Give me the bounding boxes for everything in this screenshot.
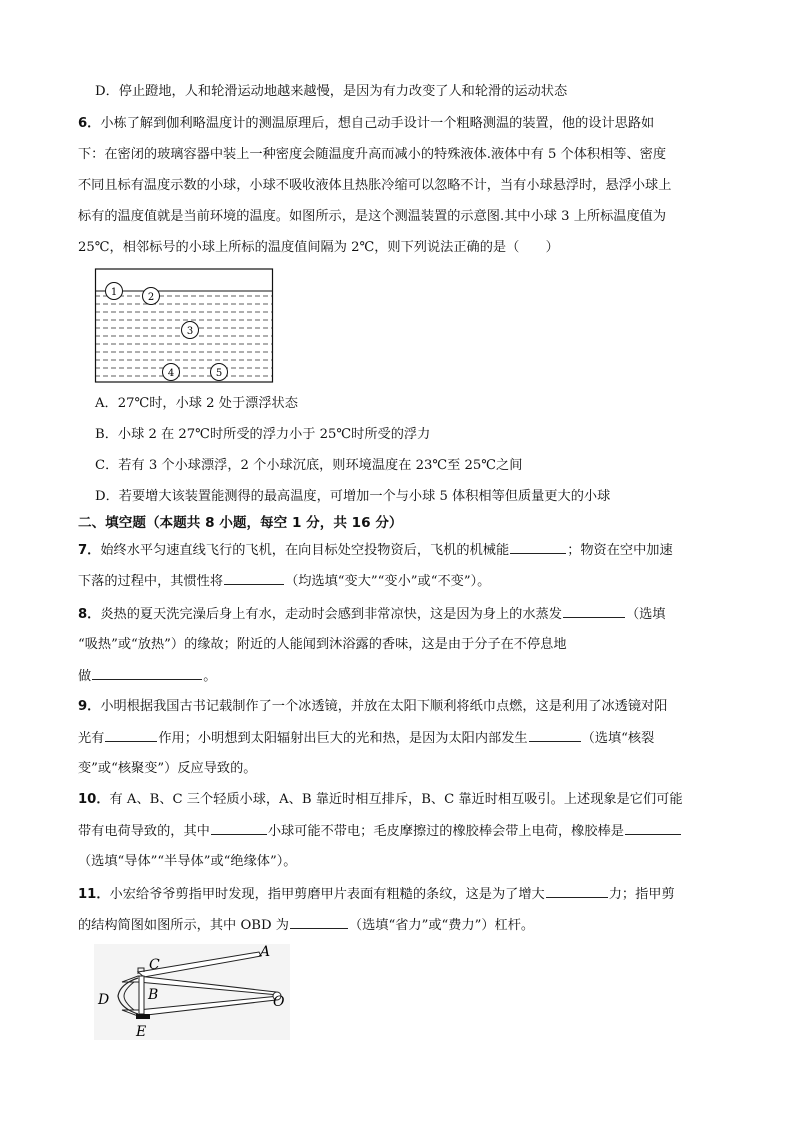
label-e: E bbox=[136, 1024, 147, 1040]
q11-blank-2[interactable] bbox=[290, 915, 348, 929]
q6-option-b: B．小球 2 在 27℃时所受的浮力小于 25℃时所受的浮力 bbox=[95, 427, 431, 442]
q6-stem-5: 25℃，相邻标号的小球上所标的温度值间隔为 2℃，则下列说法正确的是（ ） bbox=[78, 240, 559, 255]
ball-1-label: 1 bbox=[110, 287, 118, 298]
ball-5 bbox=[211, 364, 228, 381]
q6-option-c: C．若有 3 个小球漂浮，2 个小球沉底，则环境温度在 23℃至 25℃之间 bbox=[95, 458, 523, 473]
q8-blank-2[interactable] bbox=[92, 666, 202, 680]
q6-number: 6． bbox=[78, 116, 101, 131]
q10-line-3: （选填“导体”“半导体”或“绝缘体”）。 bbox=[78, 854, 297, 869]
q7-line-2 bbox=[78, 571, 490, 592]
q10-text-2a: 带有电荷导致的，其中 bbox=[78, 824, 210, 839]
q11-text-2b: （选填“省力”或“费力”）杠杆。 bbox=[348, 918, 535, 933]
q8-text-1a: 炎热的夏天洗完澡后身上有水，走动时会感到非常凉快，这是因为身上的水蒸发 bbox=[100, 607, 562, 622]
ball-2-label: 2 bbox=[147, 292, 155, 303]
q6-stem-2: 下：在密闭的玻璃容器中装上一种密度会随温度升高而减小的特殊液体.液体中有 5 个体积相等、密度 bbox=[78, 147, 667, 162]
q8-line-3 bbox=[78, 666, 216, 687]
q8-number: 8． bbox=[78, 607, 101, 622]
label-o: O bbox=[273, 994, 285, 1010]
q10-text-2b: 小球可能不带电；毛皮摩擦过的橡胶棒会带上电荷，橡胶棒是 bbox=[267, 824, 624, 839]
q8-line-2: “吸热”或“放热”）的缘故；附近的人能闻到沐浴露的香味，这是由于分子在不停息地 bbox=[78, 637, 567, 652]
q8-text-3b: 。 bbox=[203, 669, 217, 684]
ball-4 bbox=[163, 364, 180, 381]
q9-text-1: 小明根据我国古书记载制作了一个冰透镜，并放在太阳下顺利将纸巾点燃，这是利用了冰透镜对阳 bbox=[100, 699, 668, 714]
q11-line-2 bbox=[78, 915, 534, 936]
ball-3-label: 3 bbox=[186, 326, 194, 337]
q11-text-1a: 小宏给爷爷剪指甲时发现，指甲剪磨甲片表面有粗糙的条纹，这是为了增大 bbox=[109, 887, 545, 902]
ball-1 bbox=[106, 283, 123, 300]
q7-text-1b: ；物资在空中加速 bbox=[567, 543, 673, 558]
q6-option-d: D．若要增大该装置能测得的最高温度，可增加一个与小球 5 体积相等但质量更大的小球 bbox=[95, 489, 611, 504]
q6-stem-4: 标有的温度值就是当前环境的温度。如图所示，是这个测温装置的示意图.其中小球 3 上所标温度值为 bbox=[78, 209, 667, 224]
q11-number: 11． bbox=[78, 887, 110, 902]
q9-blank-2[interactable] bbox=[529, 728, 581, 742]
q11-text-1b: 力；指甲剪 bbox=[608, 887, 675, 902]
q9-line-1 bbox=[78, 697, 667, 717]
q10-line-2 bbox=[78, 821, 682, 842]
q8-text-1b: （选填 bbox=[625, 607, 666, 622]
q11-text-2a: 的结构简图如图所示，其中 OBD 为 bbox=[78, 918, 289, 933]
q9-text-2b: 作用；小明想到太阳辐射出巨大的光和热，是因为太阳内部发生 bbox=[158, 731, 528, 746]
nail-clipper-figure bbox=[94, 944, 290, 1040]
q6-option-a: A．27℃时，小球 2 处于漂浮状态 bbox=[95, 396, 298, 411]
q6-stem-1: 小栋了解到伽利略温度计的测温原理后，想自己动手设计一个粗略测温的装置，他的设计思路如 bbox=[100, 116, 655, 131]
q9-text-2c: （选填“核裂 bbox=[581, 731, 655, 746]
q11-blank-1[interactable] bbox=[546, 884, 608, 898]
q7-text-2a: 下落的过程中，其惯性将 bbox=[78, 574, 224, 589]
q8-text-3a: 做 bbox=[78, 669, 92, 684]
q7-line-1 bbox=[78, 540, 673, 561]
q8-blank-1[interactable] bbox=[563, 604, 625, 618]
label-b: B bbox=[148, 987, 159, 1003]
q7-blank-1[interactable] bbox=[510, 540, 566, 554]
q10-number: 10． bbox=[78, 792, 110, 807]
q8-line-1 bbox=[78, 604, 666, 625]
label-d: D bbox=[98, 992, 110, 1008]
q7-text-1a: 始终水平匀速直线飞行的飞机，在向目标处空投物资后，飞机的机械能 bbox=[100, 543, 510, 558]
q5-option-d: D．停止蹬地，人和轮滑运动地越来越慢，是因为有力改变了人和轮滑的运动状态 bbox=[95, 84, 568, 99]
q10-line-1 bbox=[78, 790, 683, 810]
q9-line-3: 变”或“核聚变”）反应导致的。 bbox=[78, 761, 257, 776]
q6-stem-3: 不同且标有温度示数的小球，小球不吸收液体且热胀冷缩可以忽略不计，当有小球悬浮时，悬浮小球上 bbox=[78, 178, 672, 193]
q7-blank-2[interactable] bbox=[224, 571, 284, 585]
q7-text-2b: （均选填“变大”“变小”或“不变”）。 bbox=[285, 574, 491, 589]
q10-blank-2[interactable] bbox=[625, 821, 681, 835]
q7-number: 7． bbox=[78, 543, 101, 558]
label-c: C bbox=[149, 957, 160, 973]
q11-line-1 bbox=[78, 884, 675, 905]
q10-blank-1[interactable] bbox=[211, 821, 267, 835]
ball-5-label: 5 bbox=[215, 368, 223, 379]
q9-blank-1[interactable] bbox=[105, 728, 157, 742]
q10-text-1: 有 A、B、C 三个轻质小球，A、B 靠近时相互排斥，B、C 靠近时相互吸引。上述现象是它们可能 bbox=[109, 792, 683, 807]
ball-3 bbox=[182, 322, 199, 339]
q6-line-1 bbox=[78, 114, 654, 134]
q9-text-2a: 光有 bbox=[78, 731, 105, 746]
thermometer-container-figure bbox=[94, 268, 274, 384]
q9-line-2 bbox=[78, 728, 654, 749]
ball-2 bbox=[143, 288, 160, 305]
ball-4-label: 4 bbox=[167, 368, 175, 379]
q9-number: 9． bbox=[78, 699, 101, 714]
section-2-title: 二、填空题（本题共 8 小题，每空 1 分，共 16 分） bbox=[78, 515, 403, 531]
label-a: A bbox=[260, 944, 271, 960]
